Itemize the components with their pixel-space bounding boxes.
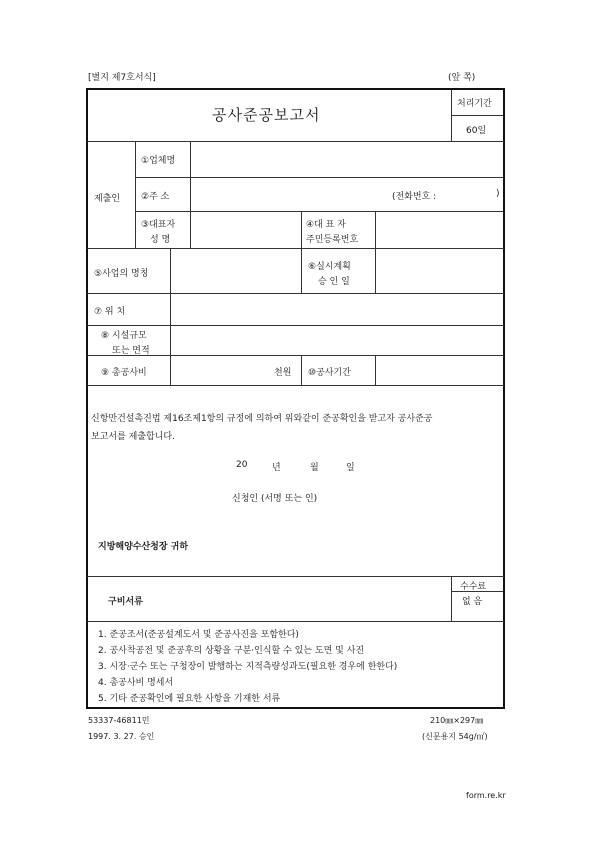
fee-value: 없 음 [462,597,483,607]
processing-period-label: 처리기간 [457,99,492,109]
applicant-signature: 신청인 (서명 또는 인) [232,494,318,504]
company-name-label: ①업체명 [141,156,176,166]
phone-close: ) [496,189,500,199]
page-side-label: (앞 쪽) [448,73,476,83]
document-item: 1. 준공조서(준공설계도서 및 준공사진을 포함한다) [98,630,299,640]
statement-line1: 신항만건설촉진법 제16조제1항의 규정에 의하여 위와같이 준공확인을 받고자 공사준공 [91,414,433,424]
total-cost-label: ⑨ 총공사비 [101,368,147,378]
representative-label-line1: ③대표자 [141,220,176,230]
representative-id-label-line2: 주민등록번호 [306,235,359,245]
statement-line2: 보고서를 제출합니다. [91,432,175,442]
address-label: ②주 소 [141,192,170,202]
form-number: [별지 제7호서식] [88,73,156,83]
addressee: 지방해양수산청장 귀하 [98,542,189,552]
plan-approval-label-line2: 승 인 일 [318,277,350,287]
document-item: 2. 공사착공전 및 준공후의 상황을 구분·인식할 수 있는 도면 및 사진 [98,646,365,656]
processing-period-days: 60일 [466,126,487,136]
applicant-group-label: 제출인 [94,194,121,204]
date-year: 20 [236,460,248,470]
document-item: 5. 기타 준공확인에 필요한 사항을 기재한 서류 [98,694,281,704]
date-year-unit: 년 [272,463,281,473]
representative-label-line2: 성 명 [150,235,171,245]
document-item: 4. 총공사비 명세서 [98,678,174,688]
fee-label: 수수료 [460,582,487,592]
phone-label: (전화번호 : [392,192,437,202]
approval-date: 1997. 3. 27. 승인 [88,732,155,741]
facility-label-line1: ⑧ 시설규모 [101,331,147,341]
form-code: 53337-46811민 [88,716,150,725]
date-day-unit: 일 [346,463,355,473]
document-item: 3. 시장·군수 또는 구청장이 발행하는 지적측량성과도(필요한 경우에 한한다) [98,662,398,672]
plan-approval-label-line1: ⑥실시계획 [308,262,351,272]
facility-label-line2: 또는 면적 [112,346,150,356]
form-title: 공사준공보고서 [212,106,321,124]
construction-period-label: ⑩공사기간 [308,368,351,378]
paper-spec: (신문용지 54g/㎡) [422,732,488,741]
location-label: ⑦ 위 치 [94,307,126,317]
date-month-unit: 월 [310,463,319,473]
representative-id-label-line1: ④대 표 자 [306,220,346,230]
documents-label: 구비서류 [108,597,143,607]
paper-size: 210㎜×297㎜ [430,716,484,725]
total-cost-unit: 천원 [274,368,292,378]
source-watermark: form.re.kr [466,791,506,800]
business-name-label: ⑤사업의 명칭 [94,269,149,279]
